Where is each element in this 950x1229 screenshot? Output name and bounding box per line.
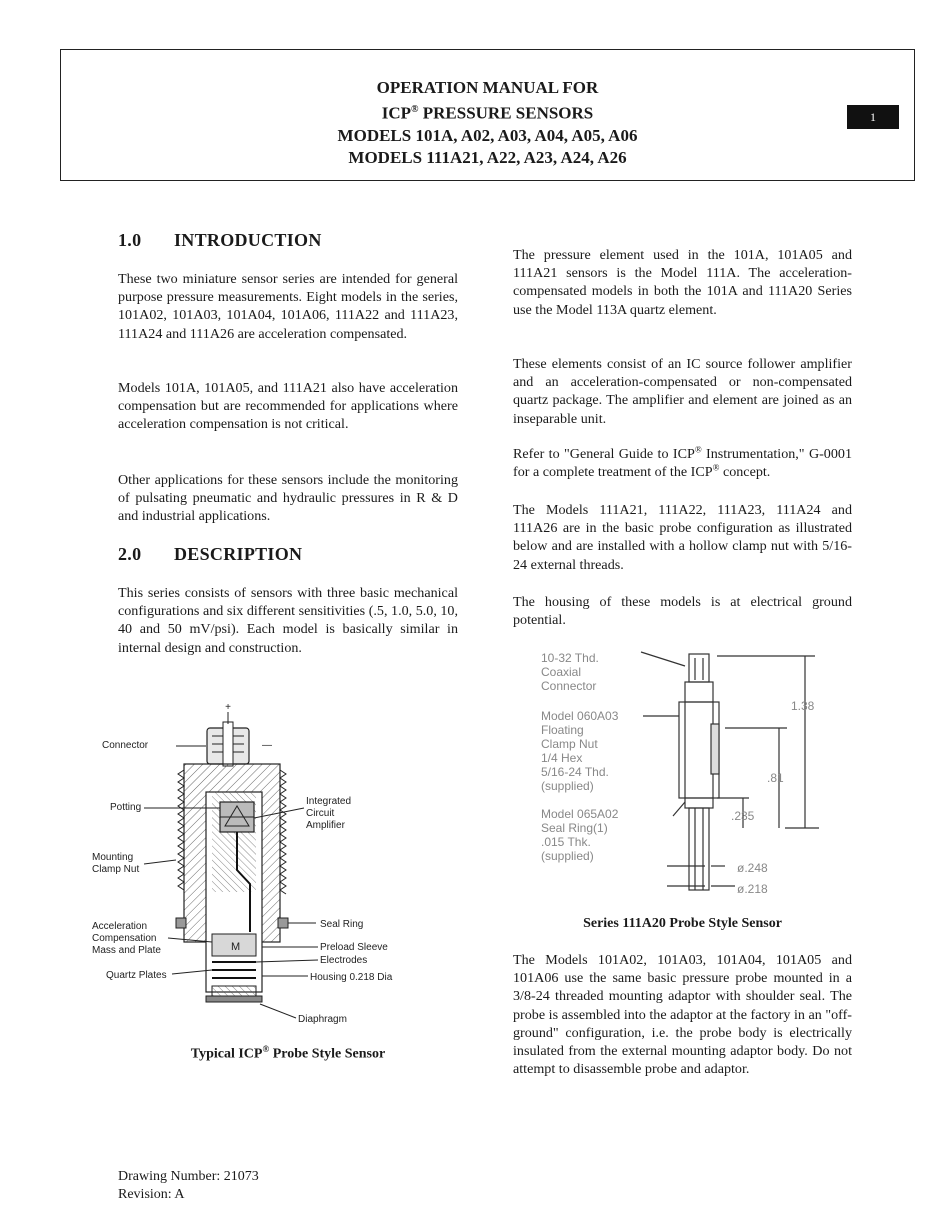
intro-paragraph-1: These two miniature sensor series are intended for general purpose pressure measurements. Eight models in the series, 101A02, 101A03, 101A04, 101A06, 111A22 and 111A23, 111A24 and 111A26 are acceleration compensated. [118,271,458,342]
connector-label: Connector [102,740,149,751]
acceleration-label: Acceleration [92,921,148,932]
circuit-label: Circuit [306,808,335,819]
mass-letter: M [231,941,241,953]
label-seal-ring: Seal Ring(1) [541,821,608,835]
label-floating: Floating [541,723,584,737]
description-paragraph-1: This series consists of sensors with three basic mechanical configurations and six different sensitivities (.5, 1.0, 5.0, 10, 40 and 50 mV/psi). Each model is basically similar in internal design and construction. [118,585,458,656]
compensation-label: Compensation [92,933,157,944]
integrated-label: Integrated [306,796,352,807]
document-title [61,77,914,169]
title-box [60,49,915,181]
right-paragraph-4: The Models 111A21, 111A22, 111A23, 111A24 and 111A26 are in the basic probe configuration as illustrated below and are installed with a hollow clamp nut with 5/16-24 external threads. [513,502,852,573]
label-model-065a02: Model 065A02 [541,807,619,821]
clamp-nut-label: Clamp Nut [92,864,140,875]
label-clamp-nut: Clamp Nut [541,737,598,751]
label-10-32-thd: 10-32 Thd. [541,651,599,665]
right-paragraph-3: Refer to "General Guide to ICP® Instrumentation," G-0001 for a complete treatment of the ICP® concept. [513,444,852,481]
dim-248: ø.248 [737,861,768,875]
amplifier-label: Amplifier [306,820,345,831]
probe-sensor-diagram [80,700,440,1035]
label-model-060a03: Model 060A03 [541,709,619,723]
label-thickness: .015 Thk. [541,835,591,849]
plus-label: + [225,702,231,713]
preload-sleeve-label: Preload Sleeve [320,942,388,953]
dim-235: .235 [731,809,755,823]
right-paragraph-2: These elements consist of an IC source follower amplifier and an acceleration-compensated or non-compensated quartz package. The amplifier and element are joined as an inseparable unit. [513,356,852,427]
heading-introduction: 1.0 INTRODUCTION [118,230,322,250]
mounting-label: Mounting [92,852,134,863]
minus-label: — [262,740,272,751]
electrodes-label: Electrodes [320,955,368,966]
drawing-number: Drawing Number: 21073 [118,1169,259,1184]
quartz-plates-label: Quartz Plates [106,970,167,981]
label-connector: Connector [541,679,597,693]
label-thread: 5/16-24 Thd. [541,765,609,779]
label-supplied-2: (supplied) [541,849,594,863]
mass-plate-label: Mass and Plate [92,945,161,956]
figure-caption-right: Series 111A20 Probe Style Sensor [583,916,782,931]
intro-paragraph-2: Models 101A, 101A05, and 111A21 also have acceleration compensation but are recommended for applications where acceleration compensation is not critical. [118,380,458,433]
label-supplied-1: (supplied) [541,779,594,793]
dim-81: .81 [767,771,784,785]
title-line-4: MODELS 111A21, A22, A23, A24, A26 [348,147,627,167]
label-coaxial: Coaxial [541,665,582,679]
right-paragraph-6: The Models 101A02, 101A03, 101A04, 101A05 and 101A06 use the same basic pressure probe mounted in a 3/8-24 threaded mounting adaptor with shoulder seal. The probe is assembled into the adaptor at the factory in an "off-ground" configuration, i.e. the probe body is electrically insulated from the external mounting adaptor body. Do not attempt to disassemble probe and adaptor. [513,952,852,1078]
section-tab: 1 [847,105,899,129]
potting-label: Potting [110,802,142,813]
title-line-2: ICP® PRESSURE SENSORS [381,103,594,123]
housing-label: Housing 0.218 Dia [310,972,393,983]
revision: Revision: A [118,1187,185,1202]
dim-1-38: 1.38 [791,699,815,713]
dim-218: ø.218 [737,882,768,896]
right-paragraph-1: The pressure element used in the 101A, 101A05 and 111A21 sensors is the Model 111A. The acceleration-compensated models in both the 101A and 111A20 Series use the Model 113A quartz element. [513,247,852,318]
title-line-1: OPERATION MANUAL FOR [376,78,599,97]
diaphragm-label: Diaphragm [298,1014,347,1025]
title-line-3: MODELS 101A, A02, A03, A04, A05, A06 [337,125,638,145]
seal-ring-label: Seal Ring [320,919,364,930]
intro-paragraph-3: Other applications for these sensors include the monitoring of pulsating pneumatic and hydraulic pressures in R & D and industrial applications. [118,472,458,525]
right-paragraph-5: The housing of these models is at electrical ground potential. [513,594,852,629]
label-hex: 1/4 Hex [541,751,583,765]
figure-caption-left: Typical ICP® Probe Style Sensor [190,1044,386,1062]
footer [118,1168,259,1204]
series-111a20-diagram [535,640,835,902]
heading-description: 2.0 DESCRIPTION [118,544,303,564]
